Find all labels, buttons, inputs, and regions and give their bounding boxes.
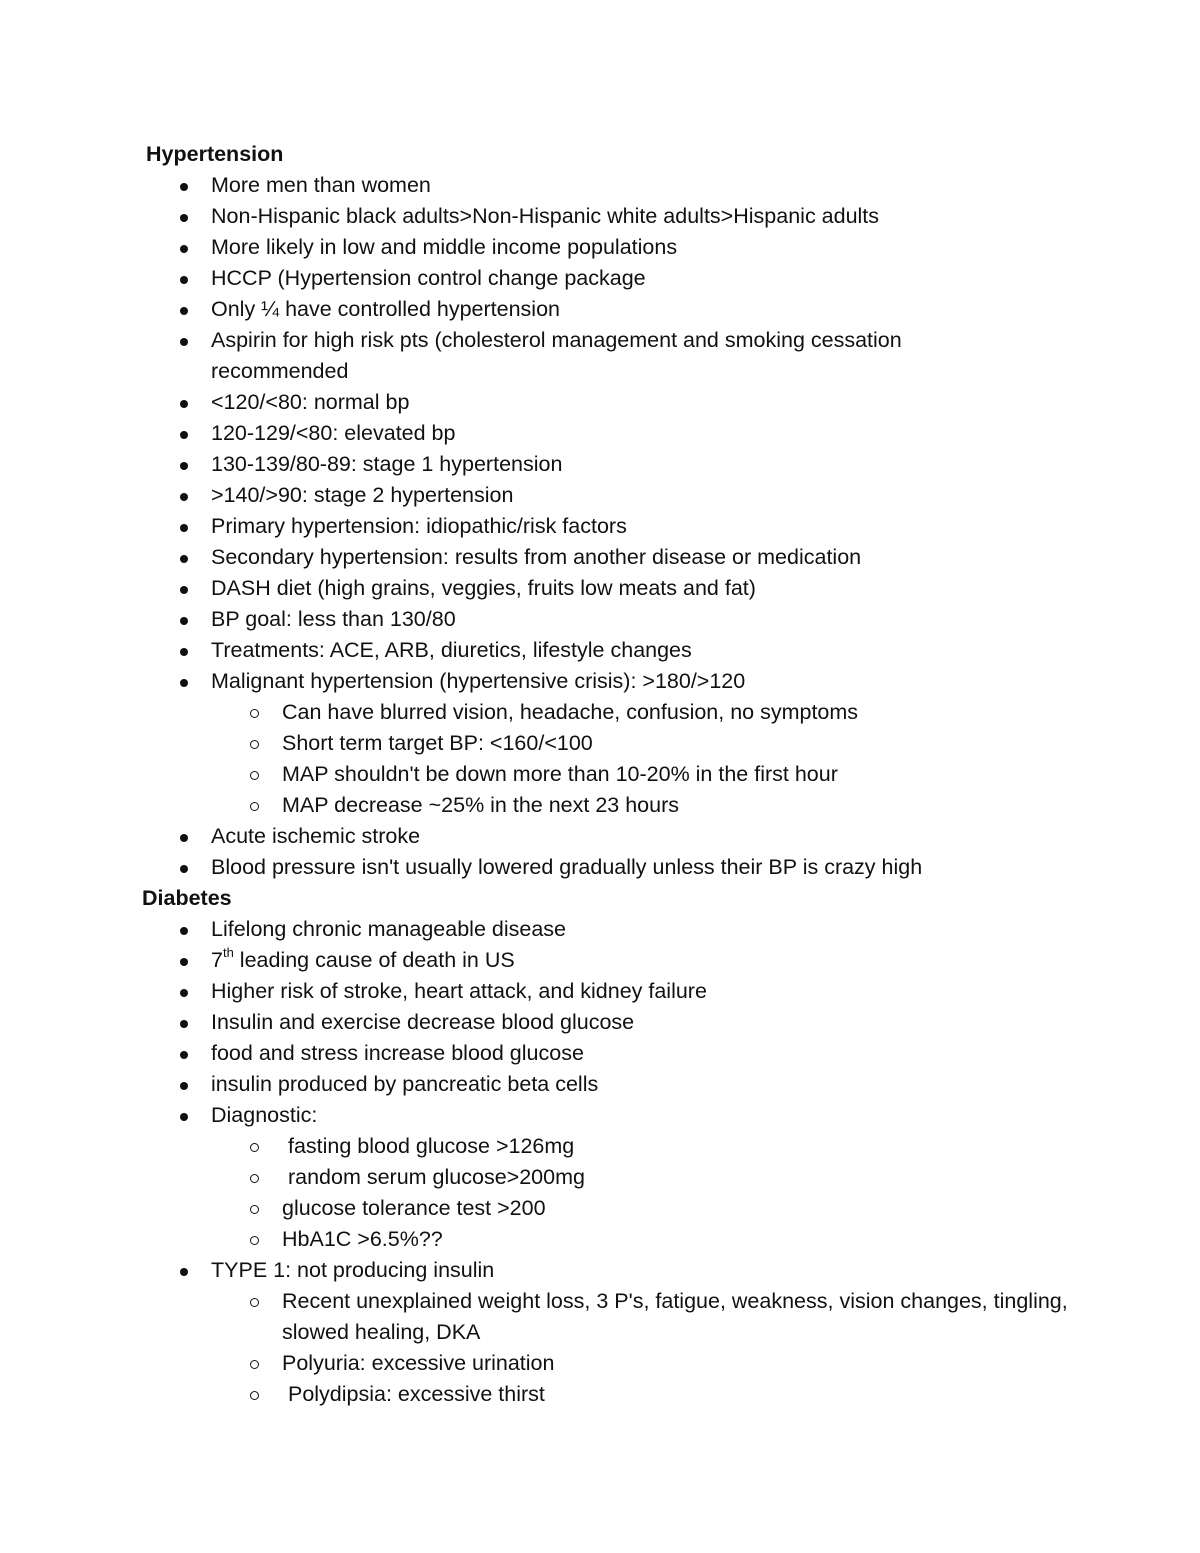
diabetes-list	[0, 914, 1200, 1410]
bullet-circle-icon	[250, 1205, 259, 1214]
bullet-disc-icon	[180, 865, 188, 873]
sub-list-item: Short term target BP: <160/<100	[0, 728, 1200, 759]
bullet-disc-icon	[180, 1268, 188, 1276]
bullet-disc-icon	[180, 431, 188, 439]
list-item: TYPE 1: not producing insulin	[0, 1255, 1200, 1286]
bullet-disc-icon	[180, 989, 188, 997]
bullet-disc-icon	[180, 927, 188, 935]
bullet-disc-icon	[180, 586, 188, 594]
list-item: Aspirin for high risk pts (cholesterol management and smoking cessation recommended	[0, 325, 1200, 387]
bullet-disc-icon	[180, 1020, 188, 1028]
list-item: Insulin and exercise decrease blood glucose	[0, 1007, 1200, 1038]
bullet-disc-icon	[180, 307, 188, 315]
bullet-disc-icon	[180, 1082, 188, 1090]
list-item: Higher risk of stroke, heart attack, and kidney failure	[0, 976, 1200, 1007]
section-title-hypertension: Hypertension	[146, 142, 284, 166]
bullet-disc-icon	[180, 555, 188, 563]
list-item: Primary hypertension: idiopathic/risk factors	[0, 511, 1200, 542]
list-item: BP goal: less than 130/80	[0, 604, 1200, 635]
bullet-disc-icon	[180, 834, 188, 842]
list-item: food and stress increase blood glucose	[0, 1038, 1200, 1069]
list-item: Secondary hypertension: results from another disease or medication	[0, 542, 1200, 573]
list-item: Treatments: ACE, ARB, diuretics, lifestyle changes	[0, 635, 1200, 666]
list-item: DASH diet (high grains, veggies, fruits low meats and fat)	[0, 573, 1200, 604]
list-item: Malignant hypertension (hypertensive crisis): >180/>120	[0, 666, 1200, 697]
bullet-disc-icon	[180, 400, 188, 408]
bullet-circle-icon	[250, 1360, 259, 1369]
list-item: Non-Hispanic black adults>Non-Hispanic white adults>Hispanic adults	[0, 201, 1200, 232]
bullet-disc-icon	[180, 617, 188, 625]
section-title-diabetes: Diabetes	[142, 886, 232, 910]
hypertension-list	[0, 170, 1200, 883]
list-item: insulin produced by pancreatic beta cells	[0, 1069, 1200, 1100]
sub-list-item: Polyuria: excessive urination	[0, 1348, 1200, 1379]
sub-list-item: glucose tolerance test >200	[0, 1193, 1200, 1224]
sub-list-item: random serum glucose>200mg	[0, 1162, 1200, 1193]
bullet-circle-icon	[250, 1298, 259, 1307]
bullet-circle-icon	[250, 1143, 259, 1152]
bullet-disc-icon	[180, 245, 188, 253]
bullet-disc-icon	[180, 183, 188, 191]
sub-list-item: Recent unexplained weight loss, 3 P's, fatigue, weakness, vision changes, tingling, slowed healing, DKA	[0, 1286, 1200, 1348]
sub-list-item: Can have blurred vision, headache, confusion, no symptoms	[0, 697, 1200, 728]
sub-list-item: Polydipsia: excessive thirst	[0, 1379, 1200, 1410]
document-page	[0, 139, 1200, 1410]
list-item: 130-139/80-89: stage 1 hypertension	[0, 449, 1200, 480]
list-item: 7th leading cause of death in US	[0, 945, 1200, 976]
sub-list-item: MAP decrease ~25% in the next 23 hours	[0, 790, 1200, 821]
bullet-circle-icon	[250, 709, 259, 718]
list-item: <120/<80: normal bp	[0, 387, 1200, 418]
bullet-disc-icon	[180, 1051, 188, 1059]
list-item: More men than women	[0, 170, 1200, 201]
bullet-disc-icon	[180, 462, 188, 470]
sub-list-item: fasting blood glucose >126mg	[0, 1131, 1200, 1162]
bullet-disc-icon	[180, 679, 188, 687]
list-item: Acute ischemic stroke	[0, 821, 1200, 852]
bullet-disc-icon	[180, 493, 188, 501]
bullet-disc-icon	[180, 276, 188, 284]
list-item: Only ¼ have controlled hypertension	[0, 294, 1200, 325]
bullet-circle-icon	[250, 1174, 259, 1183]
list-item: Blood pressure isn't usually lowered gradually unless their BP is crazy high	[0, 852, 1200, 883]
bullet-circle-icon	[250, 771, 259, 780]
sub-list-item: HbA1C >6.5%??	[0, 1224, 1200, 1255]
list-item: HCCP (Hypertension control change package	[0, 263, 1200, 294]
bullet-circle-icon	[250, 740, 259, 749]
bullet-circle-icon	[250, 1391, 259, 1400]
list-item: >140/>90: stage 2 hypertension	[0, 480, 1200, 511]
bullet-circle-icon	[250, 1236, 259, 1245]
bullet-disc-icon	[180, 338, 188, 346]
list-item: 120-129/<80: elevated bp	[0, 418, 1200, 449]
bullet-disc-icon	[180, 214, 188, 222]
sub-list-item: MAP shouldn't be down more than 10-20% in the first hour	[0, 759, 1200, 790]
list-item: Diagnostic:	[0, 1100, 1200, 1131]
bullet-disc-icon	[180, 524, 188, 532]
list-item: Lifelong chronic manageable disease	[0, 914, 1200, 945]
bullet-disc-icon	[180, 958, 188, 966]
bullet-disc-icon	[180, 1113, 188, 1121]
list-item: More likely in low and middle income populations	[0, 232, 1200, 263]
bullet-circle-icon	[250, 802, 259, 811]
bullet-disc-icon	[180, 648, 188, 656]
